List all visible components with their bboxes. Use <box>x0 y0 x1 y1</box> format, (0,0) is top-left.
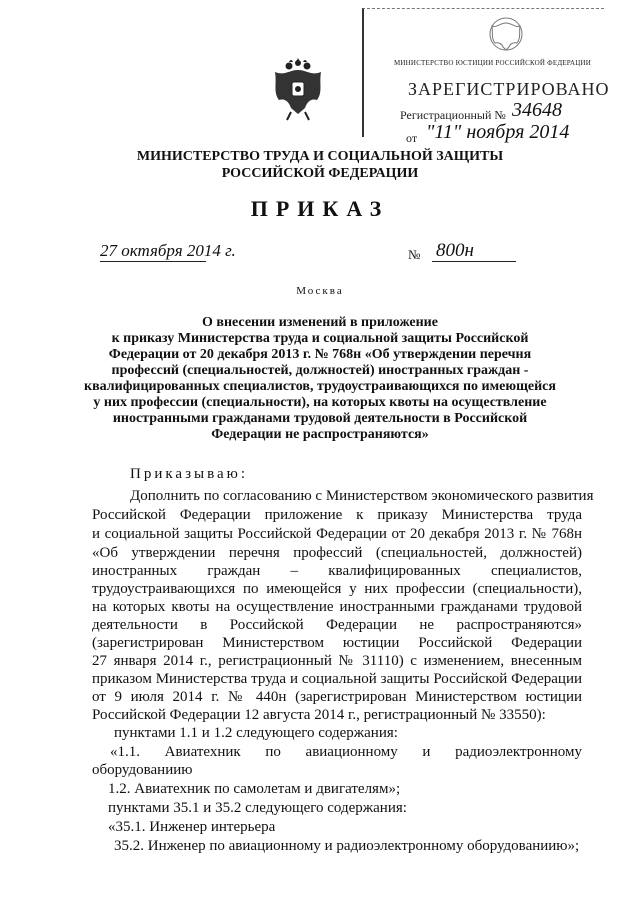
body-line: (зарегистрирован Министерством юстиции Российской Федерации <box>92 635 582 651</box>
coat-of-arms-emblem <box>269 52 327 122</box>
body-line: «Об утверждении перечня профессий (специальностей, должностей) <box>92 545 582 561</box>
heading-line: квалифицированных специалистов, трудоустраивающихся по имеющейся <box>84 379 556 394</box>
stamp-date-label: от <box>406 131 418 145</box>
heading-line: профессий (специальностей, должностей) иностранных граждан - <box>111 363 529 378</box>
heading-line: к приказу Министерства труда и социальной защиты Российской <box>111 331 529 346</box>
body-line: от 9 июля 2014 г. № 440н (зарегистрирован Министерством юстиции <box>92 689 582 705</box>
body-line: 35.2. Инженер по авиационному и радиоэлектронному оборудованиию»; <box>114 838 580 854</box>
body-line: приказом Министерства труда и социальной защиты Российской Федерации <box>92 671 582 687</box>
body-line: пунктами 35.1 и 35.2 следующего содержания: <box>108 800 407 816</box>
order-date: 27 октября 2014 г. <box>100 241 236 260</box>
body-line: трудоустраивающихся по имеющейся у них профессии (специальности), <box>92 581 582 597</box>
stamp-registered-text: ЗАРЕГИСТРИРОВАНО <box>408 79 610 99</box>
ministry-name-line-2: РОССИЙСКОЙ ФЕДЕРАЦИИ <box>221 166 419 181</box>
body-line: «1.1. Авиатехник по авиационному и радиоэлектронному <box>110 744 582 760</box>
body-line: Российской Федерации приложение к приказу Министерства труда <box>92 507 582 523</box>
decree-word: Приказываю: <box>130 466 248 482</box>
body-line: 1.2. Авиатехник по самолетам и двигателям»; <box>108 781 401 797</box>
body-line: иностранных граждан – квалифицированных специалистов, <box>92 563 582 579</box>
heading-line: иностранными гражданами трудовой деятельности в Российской <box>112 411 528 426</box>
heading-line: у них профессии (специальности), на которых квоты на осуществление <box>93 395 547 410</box>
body-line: деятельности в Российской Федерации не распространяются» <box>92 617 582 633</box>
body-line: на которых квоты на осуществление иностранными гражданами трудовой <box>92 599 582 615</box>
body-line: «35.1. Инженер интерьера <box>108 819 276 835</box>
body-line: пунктами 1.1 и 1.2 следующего содержания: <box>114 725 398 741</box>
stamp-agency: МИНИСТЕРСТВО ЮСТИЦИИ РОССИЙСКОЙ ФЕДЕРАЦИИ <box>394 59 591 67</box>
heading-line: Федерации от 20 декабря 2013 г. № 768н «Об утверждении перечня <box>108 347 532 362</box>
stamp-reg-number-label: Регистрационный № <box>400 108 506 122</box>
order-number-label: № <box>408 247 421 262</box>
body-line: 27 января 2014 г., регистрационный № 31110) с изменением, внесенным <box>92 653 582 669</box>
registration-stamp <box>362 8 610 145</box>
stamp-reg-number: 34648 <box>512 99 562 121</box>
body-line: оборудованиию <box>92 762 193 778</box>
body-line: Российской Федерации 12 августа 2014 г., регистрационный № 33550): <box>92 707 546 723</box>
heading-line: О внесении изменений в приложение <box>202 315 438 330</box>
heading-line: Федерации не распространяются» <box>211 427 429 442</box>
body-line: и социальной защиты Российской Федерации от 20 декабря 2013 г. № 768н <box>92 526 582 542</box>
city: Москва <box>296 285 344 297</box>
stamp-date: "11" ноября 2014 <box>426 121 570 143</box>
ministry-name-line-1: МИНИСТЕРСТВО ТРУДА И СОЦИАЛЬНОЙ ЗАЩИТЫ <box>136 149 504 164</box>
body-line: Дополнить по согласованию с Министерством экономического развития <box>130 488 594 504</box>
order-title: ПРИКАЗ <box>250 196 390 221</box>
stamp-emblem-icon <box>484 15 528 53</box>
order-number: 800н <box>432 240 516 262</box>
